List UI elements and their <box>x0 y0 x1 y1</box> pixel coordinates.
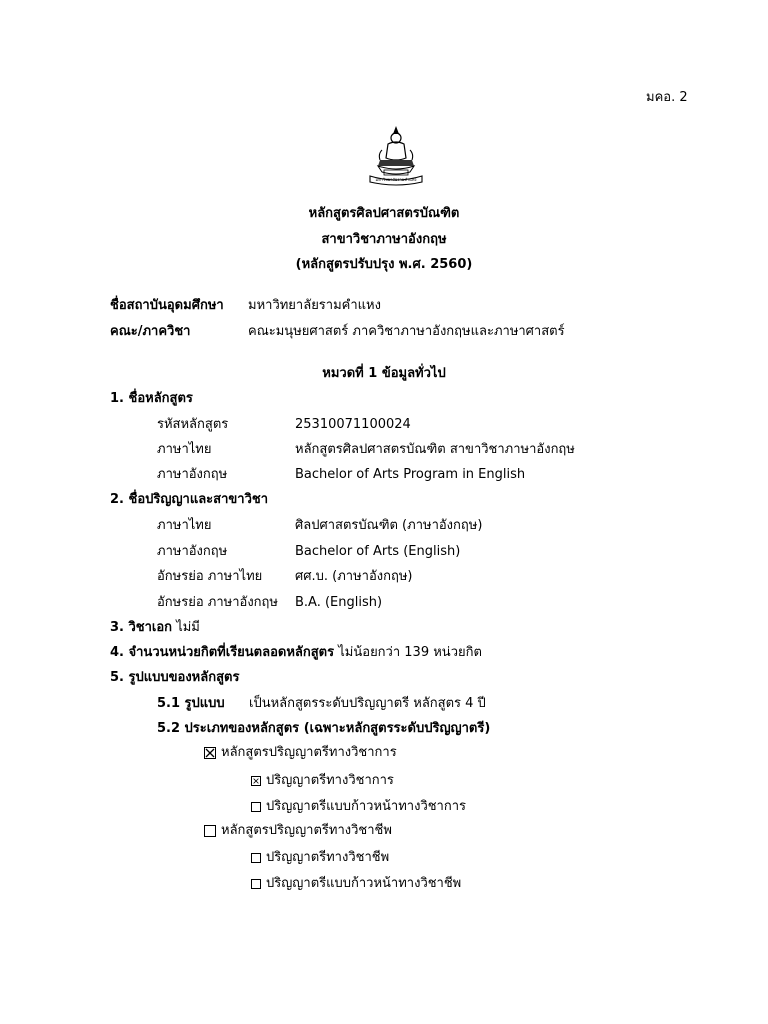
item1-value: 25310071100024 <box>295 417 411 432</box>
item2-label: อักษรย่อ ภาษาไทย <box>157 569 263 584</box>
checked-box-icon <box>204 747 216 759</box>
option-label: หลักสูตรปริญญาตรีทางวิชาชีพ <box>221 823 392 838</box>
option-label: ปริญญาตรีทางวิชาการ <box>266 773 394 788</box>
university-seal-icon <box>364 124 428 192</box>
unchecked-box-icon <box>251 879 261 889</box>
program-revision: (หลักสูตรปรับปรุง พ.ศ. 2560) <box>295 257 473 272</box>
institution-label: ชื่อสถาบันอุดมศึกษา <box>110 298 224 313</box>
program-title: หลักสูตรศิลปศาสตรบัณฑิต <box>308 206 460 221</box>
item1-heading: 1. ชื่อหลักสูตร <box>110 391 193 406</box>
option-academic-advanced <box>251 800 466 813</box>
item4-line <box>110 646 482 659</box>
item1-value: หลักสูตรศิลปศาสตรบัณฑิต สาขาวิชาภาษาอังกฤษ <box>295 442 575 457</box>
option-professional-advanced <box>251 877 461 890</box>
item2-value: Bachelor of Arts (English) <box>295 544 461 559</box>
item2-value: ศศ.บ. (ภาษาอังกฤษ) <box>295 569 413 584</box>
option-label: ปริญญาตรีแบบก้าวหน้าทางวิชาการ <box>266 799 467 814</box>
item2-value: ศิลปศาสตรบัณฑิต (ภาษาอังกฤษ) <box>295 518 483 533</box>
option-academic-degree <box>251 774 394 787</box>
option-professional-program <box>204 824 392 837</box>
unchecked-box-icon <box>251 802 261 812</box>
option-academic-program <box>204 746 397 759</box>
item2-label: ภาษาไทย <box>157 518 212 533</box>
item1-value: Bachelor of Arts Program in English <box>295 467 526 482</box>
item2-value: B.A. (English) <box>295 595 383 610</box>
item5-1-label: 5.1 รูปแบบ <box>157 696 225 711</box>
item2-label: อักษรย่อ ภาษาอังกฤษ <box>157 595 278 610</box>
form-code: มคอ. 2 <box>646 90 688 105</box>
option-label: หลักสูตรปริญญาตรีทางวิชาการ <box>221 745 397 760</box>
item5-2-label: 5.2 ประเภทของหลักสูตร (เฉพาะหลักสูตรระดับปริญญาตรี) <box>157 721 491 736</box>
logo-banner-text: มหาวิทยาลัยรามคำแหง <box>375 177 417 182</box>
checked-box-icon <box>251 776 261 786</box>
unchecked-box-icon <box>251 853 261 863</box>
item3-line <box>110 621 200 634</box>
item3-heading: 3. วิชาเอก <box>110 620 173 635</box>
item2-label: ภาษาอังกฤษ <box>157 544 228 559</box>
item4-heading: 4. จำนวนหน่วยกิตที่เรียนตลอดหลักสูตร <box>110 645 335 660</box>
item2-heading: 2. ชื่อปริญญาและสาขาวิชา <box>110 492 268 507</box>
item3-value: ไม่มี <box>176 620 200 635</box>
item1-label: รหัสหลักสูตร <box>157 417 229 432</box>
option-label: ปริญญาตรีแบบก้าวหน้าทางวิชาชีพ <box>266 876 462 891</box>
option-label: ปริญญาตรีทางวิชาชีพ <box>266 850 390 865</box>
institution-value: มหาวิทยาลัยรามคำแหง <box>248 298 381 313</box>
section-heading: หมวดที่ 1 ข้อมูลทั่วไป <box>322 366 446 381</box>
faculty-value: คณะมนุษยศาสตร์ ภาควิชาภาษาอังกฤษและภาษาศาสตร์ <box>248 324 565 339</box>
item5-heading: 5. รูปแบบของหลักสูตร <box>110 670 240 685</box>
item5-1-value: เป็นหลักสูตรระดับปริญญาตรี หลักสูตร 4 ปี <box>249 696 486 711</box>
program-major: สาขาวิชาภาษาอังกฤษ <box>321 232 447 247</box>
item1-label: ภาษาอังกฤษ <box>157 467 228 482</box>
faculty-label: คณะ/ภาควิชา <box>110 324 191 339</box>
item1-label: ภาษาไทย <box>157 442 212 457</box>
unchecked-box-icon <box>204 825 216 837</box>
option-professional-degree <box>251 851 389 864</box>
item4-value: ไม่น้อยกว่า 139 หน่วยกิต <box>338 645 482 660</box>
